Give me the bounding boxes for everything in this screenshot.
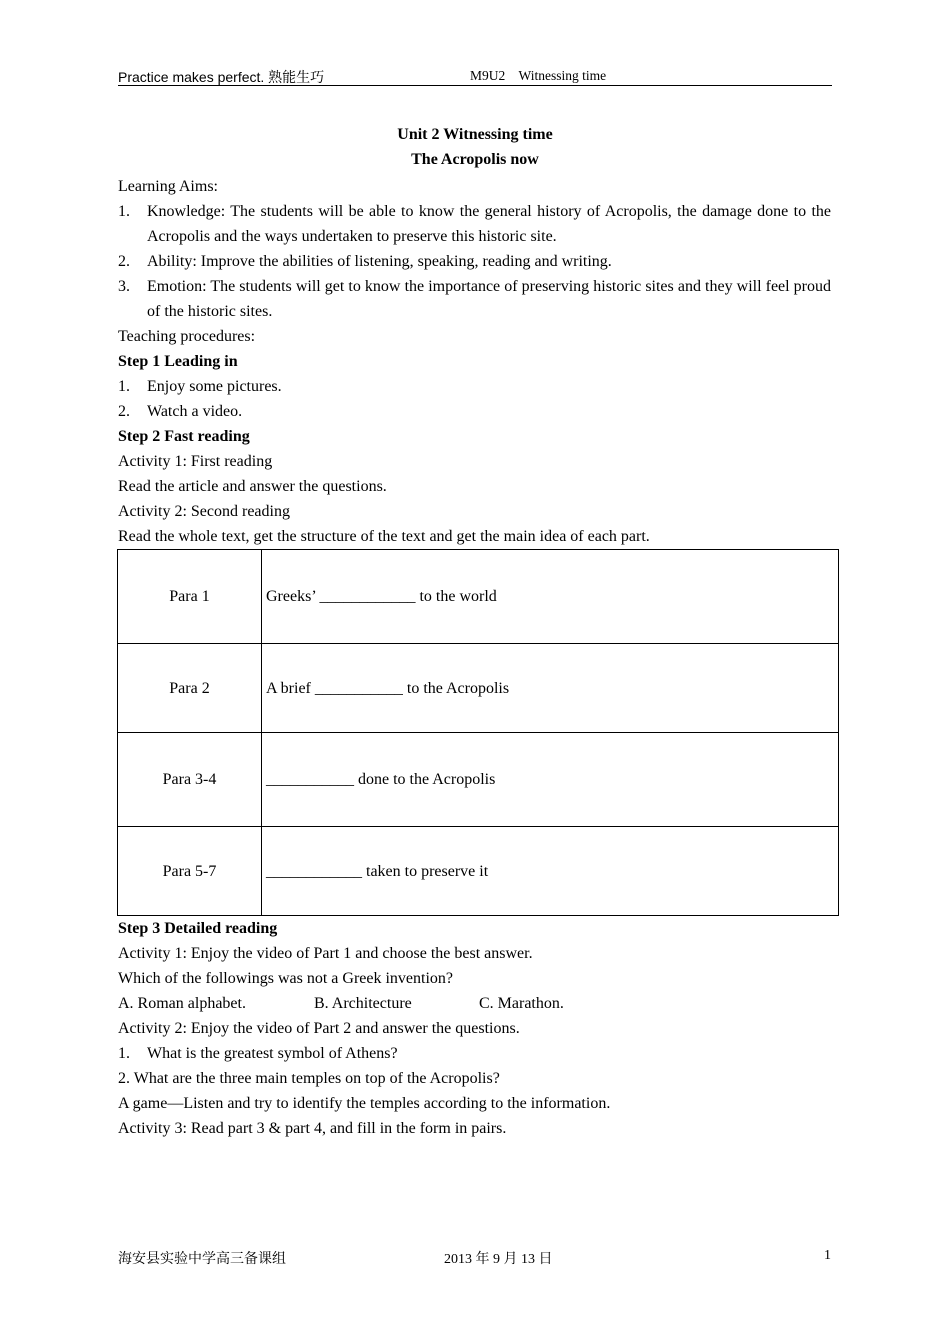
table-row	[118, 827, 839, 916]
list-number: 2.	[118, 403, 130, 420]
step3-question2: 2. What are the three main temples on top of the Acropolis?	[118, 1070, 500, 1087]
list-text: Enjoy some pictures.	[147, 378, 282, 395]
step3-activity3: Activity 3: Read part 3 & part 4, and fill in the form in pairs.	[118, 1120, 507, 1137]
option-b: B. Architecture	[314, 995, 412, 1012]
list-number: 2.	[118, 253, 130, 270]
list-item	[118, 199, 831, 249]
document-subtitle: The Acropolis now	[411, 151, 539, 168]
footer-date: 2013 年 9 月 13 日	[444, 1252, 553, 1267]
header-left-text: Practice makes perfect. 熟能生巧	[118, 69, 325, 85]
list-text: Ability: Improve the abilities of listening, speaking, reading and writing.	[147, 253, 612, 270]
list-item	[118, 1041, 831, 1066]
idea-cell: Greeks’ ____________ to the world	[262, 550, 839, 644]
step3-heading: Step 3 Detailed reading	[118, 920, 278, 937]
step3-game: A game—Listen and try to identify the temples according to the information.	[118, 1095, 611, 1112]
idea-cell: A brief ___________ to the Acropolis	[262, 644, 839, 733]
para-cell: Para 5-7	[118, 827, 262, 916]
list-text: What is the greatest symbol of Athens?	[147, 1045, 398, 1062]
para-cell: Para 2	[118, 644, 262, 733]
step3-activity2: Activity 2: Enjoy the video of Part 2 and answer the questions.	[118, 1020, 520, 1037]
step1-heading: Step 1 Leading in	[118, 353, 238, 370]
step3-question: Which of the followings was not a Greek invention?	[118, 970, 454, 987]
list-number: 3.	[118, 278, 130, 295]
list-number: 1.	[118, 1045, 130, 1062]
step2-activity1-task: Read the article and answer the questions.	[118, 478, 387, 495]
page-number: 1	[824, 1248, 831, 1263]
teaching-procedures-label: Teaching procedures:	[118, 328, 256, 345]
table-row	[118, 733, 839, 827]
list-item	[118, 249, 831, 274]
table-row	[118, 644, 839, 733]
step2-activity1: Activity 1: First reading	[118, 453, 273, 470]
document-body	[118, 174, 831, 1141]
step2-activity2-task: Read the whole text, get the structure of the text and get the main idea of each part.	[118, 528, 650, 545]
list-item	[118, 399, 831, 424]
para-cell: Para 1	[118, 550, 262, 644]
header-rule	[118, 85, 832, 86]
list-text: Watch a video.	[147, 403, 243, 420]
learning-aims-label: Learning Aims:	[118, 178, 218, 195]
step2-activity2: Activity 2: Second reading	[118, 503, 290, 520]
step2-heading: Step 2 Fast reading	[118, 428, 250, 445]
list-number: 1.	[118, 378, 130, 395]
para-cell: Para 3-4	[118, 733, 262, 827]
list-item	[118, 274, 831, 324]
document-title: Unit 2 Witnessing time	[397, 126, 553, 143]
option-c: C. Marathon.	[479, 995, 564, 1012]
idea-cell: ____________ taken to preserve it	[262, 827, 839, 916]
list-text: Knowledge: The students will be able to know the general history of Acropolis, the damage done to the Acropolis and the ways undertaken to preserve this historic site.	[147, 203, 831, 245]
table-row	[118, 550, 839, 644]
header-right-text: M9U2 Witnessing time	[470, 68, 607, 83]
list-number: 1.	[118, 203, 130, 220]
step3-activity1: Activity 1: Enjoy the video of Part 1 and choose the best answer.	[118, 945, 533, 962]
list-text: Emotion: The students will get to know the importance of preserving historic sites and they will feel proud of the historic sites.	[147, 278, 831, 320]
footer-left-text: 海安县实验中学高三备课组	[118, 1252, 286, 1267]
idea-cell: ___________ done to the Acropolis	[262, 733, 839, 827]
list-item	[118, 374, 831, 399]
answer-options	[118, 991, 831, 1016]
option-a: A. Roman alphabet.	[118, 995, 246, 1012]
structure-table	[117, 549, 839, 916]
